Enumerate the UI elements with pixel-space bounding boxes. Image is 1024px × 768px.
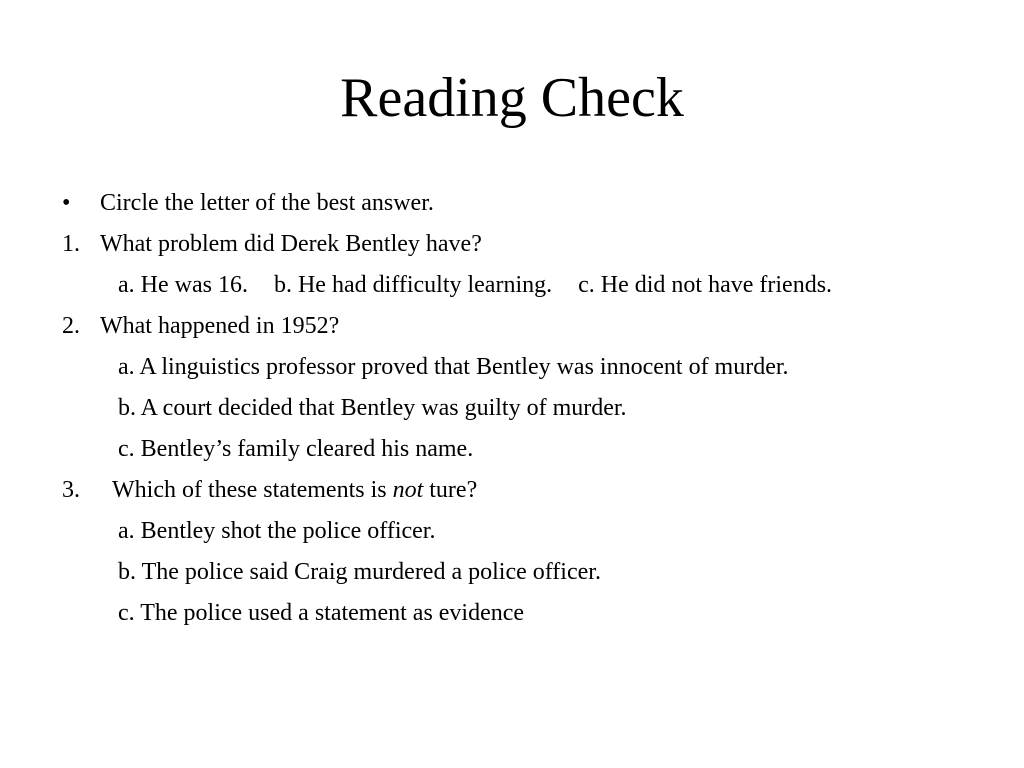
question-2-option-b: b. A court decided that Bentley was guilty of murder.: [118, 395, 627, 421]
question-2-option-a: a. A linguistics professor proved that Bentley was innocent of murder.: [118, 354, 789, 380]
question-3-text-after: ture?: [423, 477, 478, 503]
question-1-option-c: c. He did not have friends.: [578, 272, 833, 298]
question-3-number: 3.: [62, 477, 80, 503]
question-1-options: [118, 270, 832, 300]
question-2-text: What happened in 1952?: [100, 313, 340, 339]
question-1-number: 1.: [62, 231, 80, 257]
question-1-option-a: a. He was 16.: [118, 272, 248, 298]
question-3-option-c: c. The police used a statement as evidence: [118, 600, 525, 626]
bullet-marker: •: [62, 190, 71, 216]
question-3-text: [112, 475, 477, 505]
slide-title: Reading Check: [340, 67, 684, 129]
question-3-option-a: a. Bentley shot the police officer.: [118, 518, 436, 544]
question-2-option-c: c. Bentley’s family cleared his name.: [118, 436, 474, 462]
question-1-text: What problem did Derek Bentley have?: [100, 231, 482, 257]
question-3-option-b: b. The police said Craig murdered a police officer.: [118, 559, 601, 585]
question-3-text-before: Which of these statements is: [112, 477, 393, 503]
question-1-option-b: b. He had difficulty learning.: [273, 272, 553, 298]
instruction-text: Circle the letter of the best answer.: [100, 190, 434, 216]
question-3-text-emphasis: not: [392, 477, 424, 503]
question-2-number: 2.: [62, 313, 80, 339]
